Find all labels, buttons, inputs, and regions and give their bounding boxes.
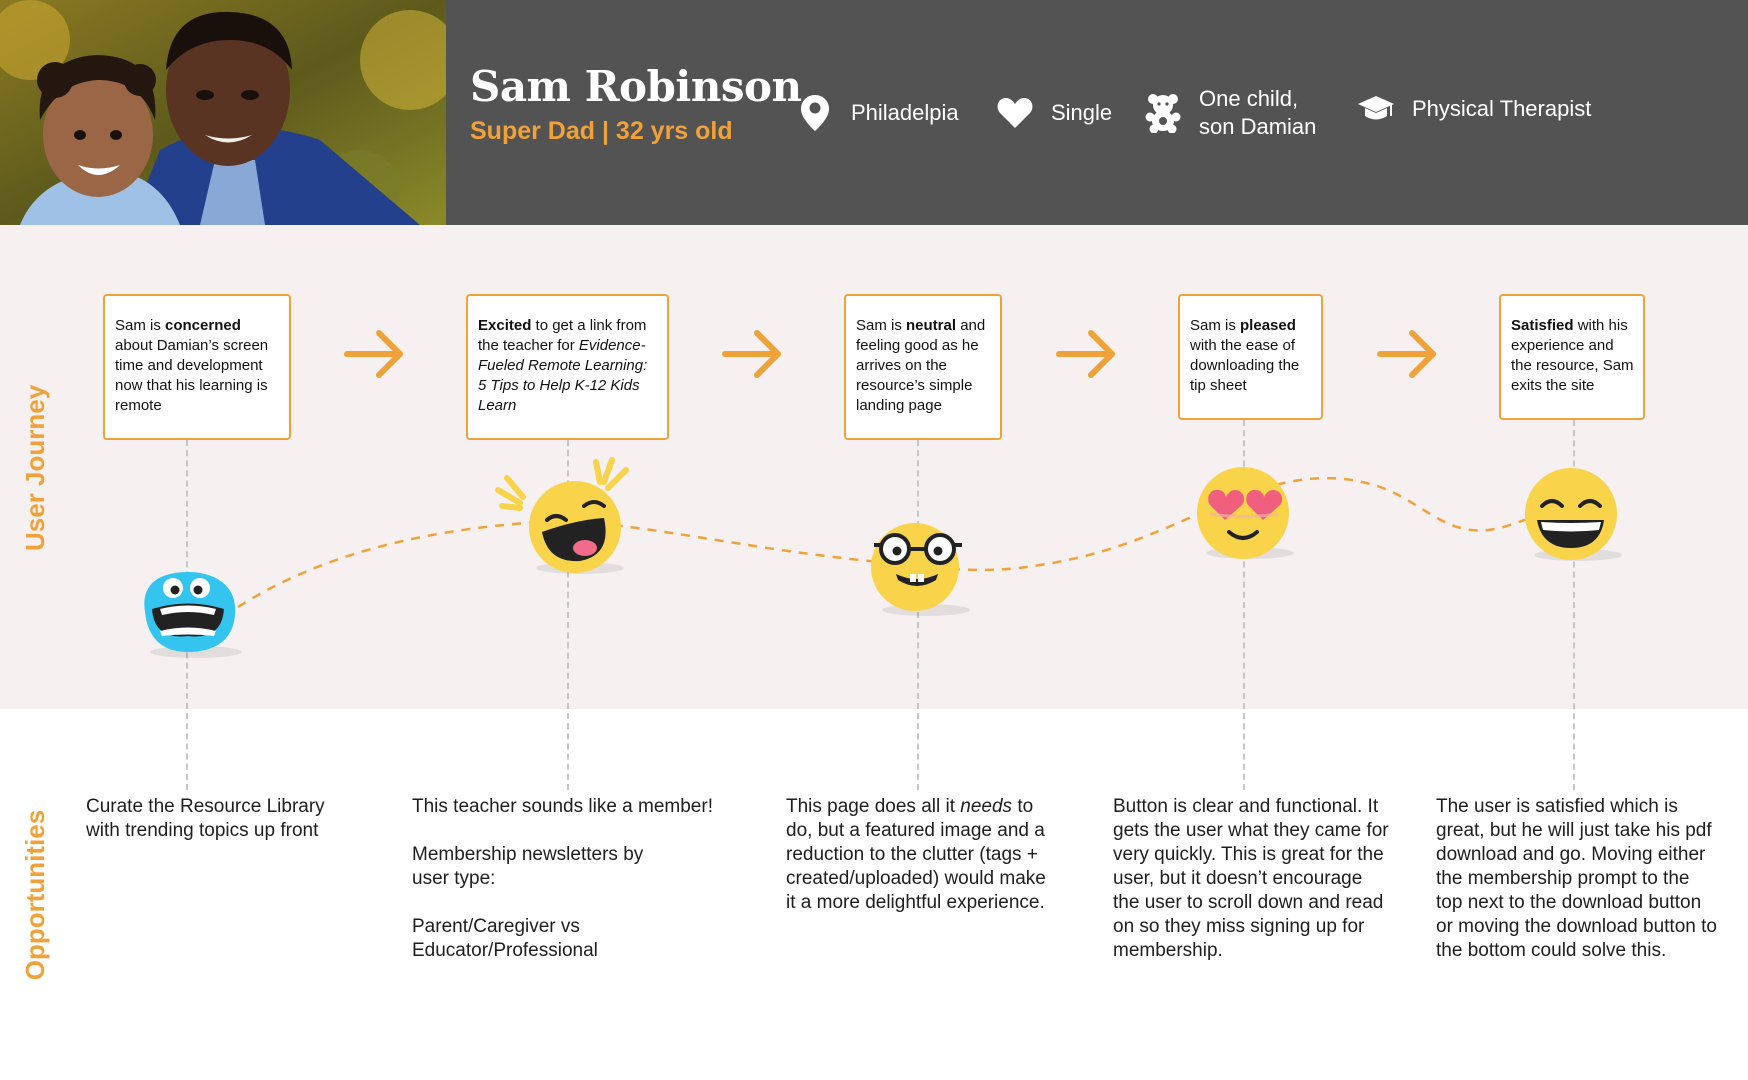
journey-card-pleased: Sam is pleased with the ease of downloading the tip sheet xyxy=(1178,294,1323,420)
arrow-icon xyxy=(1059,333,1112,375)
fact-child-text: One child, son Damian xyxy=(1199,85,1317,139)
section-label-user-journey: User Journey xyxy=(20,384,50,551)
opportunity-satisfied: The user is satisfied which is great, but he will just take his pdf download and go. Moving either the membership prompt to the top next to the download button or moving the download button to the bottom could solve this. xyxy=(1436,796,1717,961)
journey-card-concerned: Sam is concerned about Damian’s screen time and development now that his learning is remote xyxy=(103,294,291,440)
concerned-emoji-icon xyxy=(144,572,242,658)
fact-location-text: Philadelpia xyxy=(851,99,959,125)
journey-card-excited: Excited to get a link from the teacher for Evidence-Fueled Remote Learning: 5 Tips to Help K-12 Kids Learn xyxy=(466,294,669,440)
journey-card-satisfied: Satisfied with his experience and the resource, Sam exits the site xyxy=(1499,294,1645,420)
opportunity-concerned: Curate the Resource Library with trending topics up front xyxy=(86,796,325,841)
section-label-opportunities: Opportunities xyxy=(20,809,50,981)
persona-name: Sam Robinson xyxy=(470,62,802,111)
arrow-icon xyxy=(725,333,778,375)
persona-tagline: Super Dad | 32 yrs old xyxy=(470,117,733,145)
pleased-emoji-icon xyxy=(1197,467,1294,559)
neutral-emoji-icon xyxy=(871,523,970,616)
satisfied-emoji-icon xyxy=(1525,468,1622,561)
fact-relationship-text: Single xyxy=(1051,99,1113,125)
opportunity-excited: This teacher sounds like a member! Membership newsletters by user type: Parent/Caregiver vs Educator/Professional xyxy=(412,796,713,961)
opportunity-pleased: Button is clear and functional. It gets the user what they came for very quickly. This is great for the user, but it doesn’t encourage the user to scroll down and read on so they miss signing up for membership. xyxy=(1113,796,1389,961)
arrow-icon xyxy=(1380,333,1433,375)
fact-occupation-text: Physical Therapist xyxy=(1412,95,1592,121)
arrow-icon xyxy=(347,333,400,375)
journey-card-neutral: Sam is neutral and feeling good as he arrives on the resource’s simple landing page xyxy=(844,294,1002,440)
excited-emoji-icon xyxy=(498,460,626,574)
opportunity-neutral: This page does all it needs to do, but a featured image and a reduction to the clutter (tags + created/uploaded) would make it a more delightful experience. xyxy=(786,796,1046,913)
